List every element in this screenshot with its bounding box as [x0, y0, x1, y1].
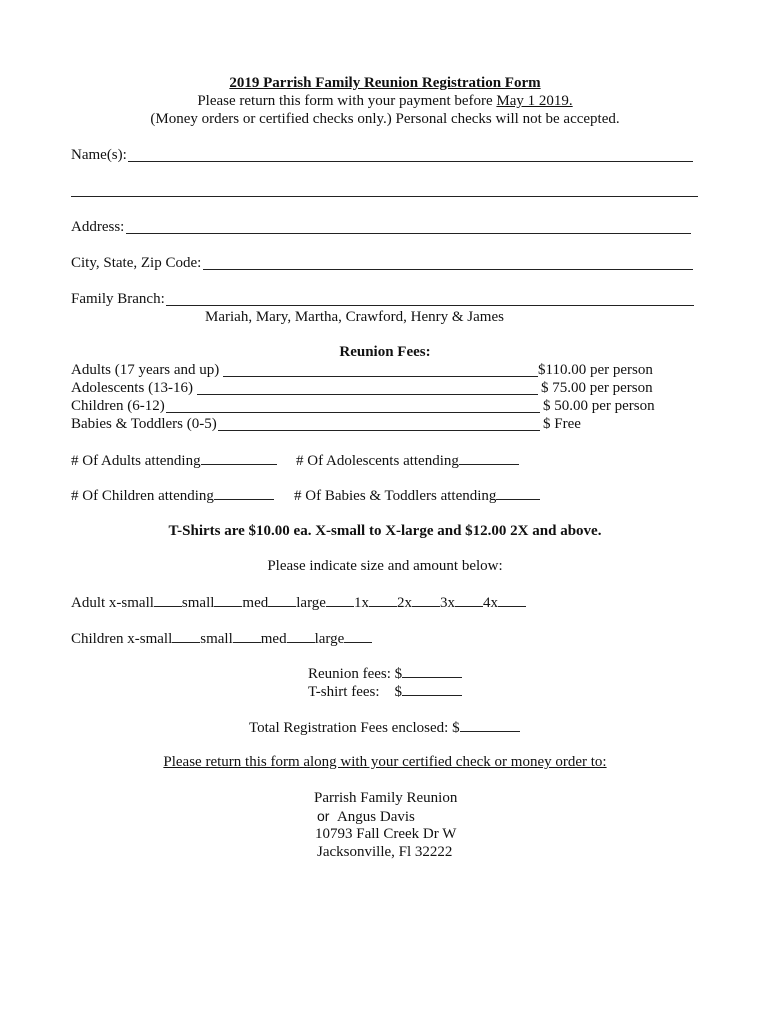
fee-label-adults: Adults (17 years and up) [71, 362, 220, 378]
tshirt-heading: T-Shirts are $10.00 ea. X-small to X-large and $12.00 2X and above. [168, 523, 602, 539]
size-label: med [260, 631, 287, 647]
children-attending-field[interactable] [214, 486, 274, 500]
size-label: 3x [439, 595, 455, 611]
mailing-alt-recipient [317, 807, 415, 826]
adolescents-attending-field[interactable] [459, 451, 519, 465]
size-quantity-field[interactable] [154, 593, 182, 607]
size-quantity-field[interactable] [268, 593, 296, 607]
babies-attending-field[interactable] [496, 486, 540, 500]
size-label: small [181, 595, 215, 611]
size-quantity-field[interactable] [172, 629, 200, 643]
babies-attending-label: # Of Babies & Toddlers attending [294, 488, 497, 504]
family-branch-field[interactable] [166, 305, 694, 306]
family-branch-options: Mariah, Mary, Martha, Crawford, Henry & James [205, 309, 504, 325]
address-field[interactable] [126, 233, 691, 234]
reunion-fees-total-field[interactable] [402, 664, 462, 678]
size-label: 1x [353, 595, 369, 611]
adult-sizes-label: Adult [71, 595, 106, 611]
children-sizes-row [71, 629, 372, 648]
size-label: small [200, 631, 233, 647]
adolescents-attending-label: # Of Adolescents attending [296, 453, 459, 469]
fee-leader-line [218, 430, 540, 431]
size-quantity-field[interactable] [326, 593, 354, 607]
or-label: or [317, 808, 330, 824]
size-label: x-small [108, 595, 154, 611]
size-label: x-small [127, 631, 173, 647]
size-quantity-field[interactable] [412, 593, 440, 607]
adolescents-attending [296, 451, 519, 470]
size-quantity-field[interactable] [455, 593, 483, 607]
fee-leader-line [166, 412, 540, 413]
babies-attending [294, 486, 540, 505]
size-quantity-field[interactable] [498, 593, 526, 607]
alt-recipient-name: Angus Davis [336, 809, 415, 825]
fee-price-babies: $ Free [543, 416, 581, 432]
return-deadline-prefix: Please return this form with your payment before [197, 93, 497, 109]
fee-leader-line [223, 376, 538, 377]
children-sizes-label: Children [71, 631, 124, 647]
names-field[interactable] [128, 161, 693, 162]
mailing-instruction: Please return this form along with your certified check or money order to: [163, 754, 607, 770]
size-label: 2x [396, 595, 412, 611]
fee-leader-line [197, 394, 538, 395]
tshirt-fees-total [308, 682, 462, 701]
size-label: 4x [482, 595, 498, 611]
reunion-fees-heading: Reunion Fees: [339, 344, 431, 360]
size-quantity-field[interactable] [287, 629, 315, 643]
adults-attending-label: # Of Adults attending [71, 453, 201, 469]
adults-attending [71, 451, 277, 470]
children-attending [71, 486, 274, 505]
size-label: large [314, 631, 345, 647]
fee-label-babies: Babies & Toddlers (0-5) [71, 416, 217, 432]
size-quantity-field[interactable] [233, 629, 261, 643]
size-quantity-field[interactable] [214, 593, 242, 607]
children-attending-label: # Of Children attending [71, 488, 214, 504]
names-label: Name(s): [71, 147, 127, 163]
fee-label-children: Children (6-12) [71, 398, 165, 414]
return-deadline-date: May 1 2019. [496, 93, 573, 109]
form-title: 2019 Parrish Family Reunion Registration Form [229, 75, 541, 91]
tshirt-fees-total-field[interactable] [402, 682, 462, 696]
mailing-recipient: Parrish Family Reunion [314, 790, 458, 806]
fee-price-children: $ 50.00 per person [543, 398, 655, 414]
reunion-fees-total-label: Reunion fees: $ [308, 666, 403, 682]
city-state-zip-field[interactable] [203, 269, 693, 270]
mailing-street: 10793 Fall Creek Dr W [315, 826, 457, 842]
fee-label-adolescents: Adolescents (13-16) [71, 380, 194, 396]
names-field-second-line[interactable] [71, 196, 698, 197]
total-enclosed-field[interactable] [460, 718, 520, 732]
size-quantity-field[interactable] [369, 593, 397, 607]
size-label: large [296, 595, 326, 611]
family-branch-label: Family Branch: [71, 291, 165, 307]
tshirt-fees-total-label: T-shirt fees: $ [308, 684, 403, 700]
total-enclosed [249, 718, 520, 737]
address-label: Address: [71, 219, 125, 235]
size-label: med [242, 595, 269, 611]
reunion-fees-total [308, 664, 462, 683]
payment-note: (Money orders or certified checks only.) Personal checks will not be accepted. [150, 111, 620, 127]
city-state-zip-label: City, State, Zip Code: [71, 255, 202, 271]
tshirt-instruction: Please indicate size and amount below: [267, 558, 503, 574]
return-deadline [0, 92, 770, 110]
mailing-city: Jacksonville, Fl 32222 [317, 844, 453, 860]
fee-price-adolescents: $ 75.00 per person [541, 380, 653, 396]
adult-sizes-row [71, 593, 526, 612]
total-enclosed-label: Total Registration Fees enclosed: $ [249, 720, 460, 736]
size-quantity-field[interactable] [344, 629, 372, 643]
adults-attending-field[interactable] [201, 451, 277, 465]
fee-price-adults: $110.00 per person [538, 362, 653, 378]
